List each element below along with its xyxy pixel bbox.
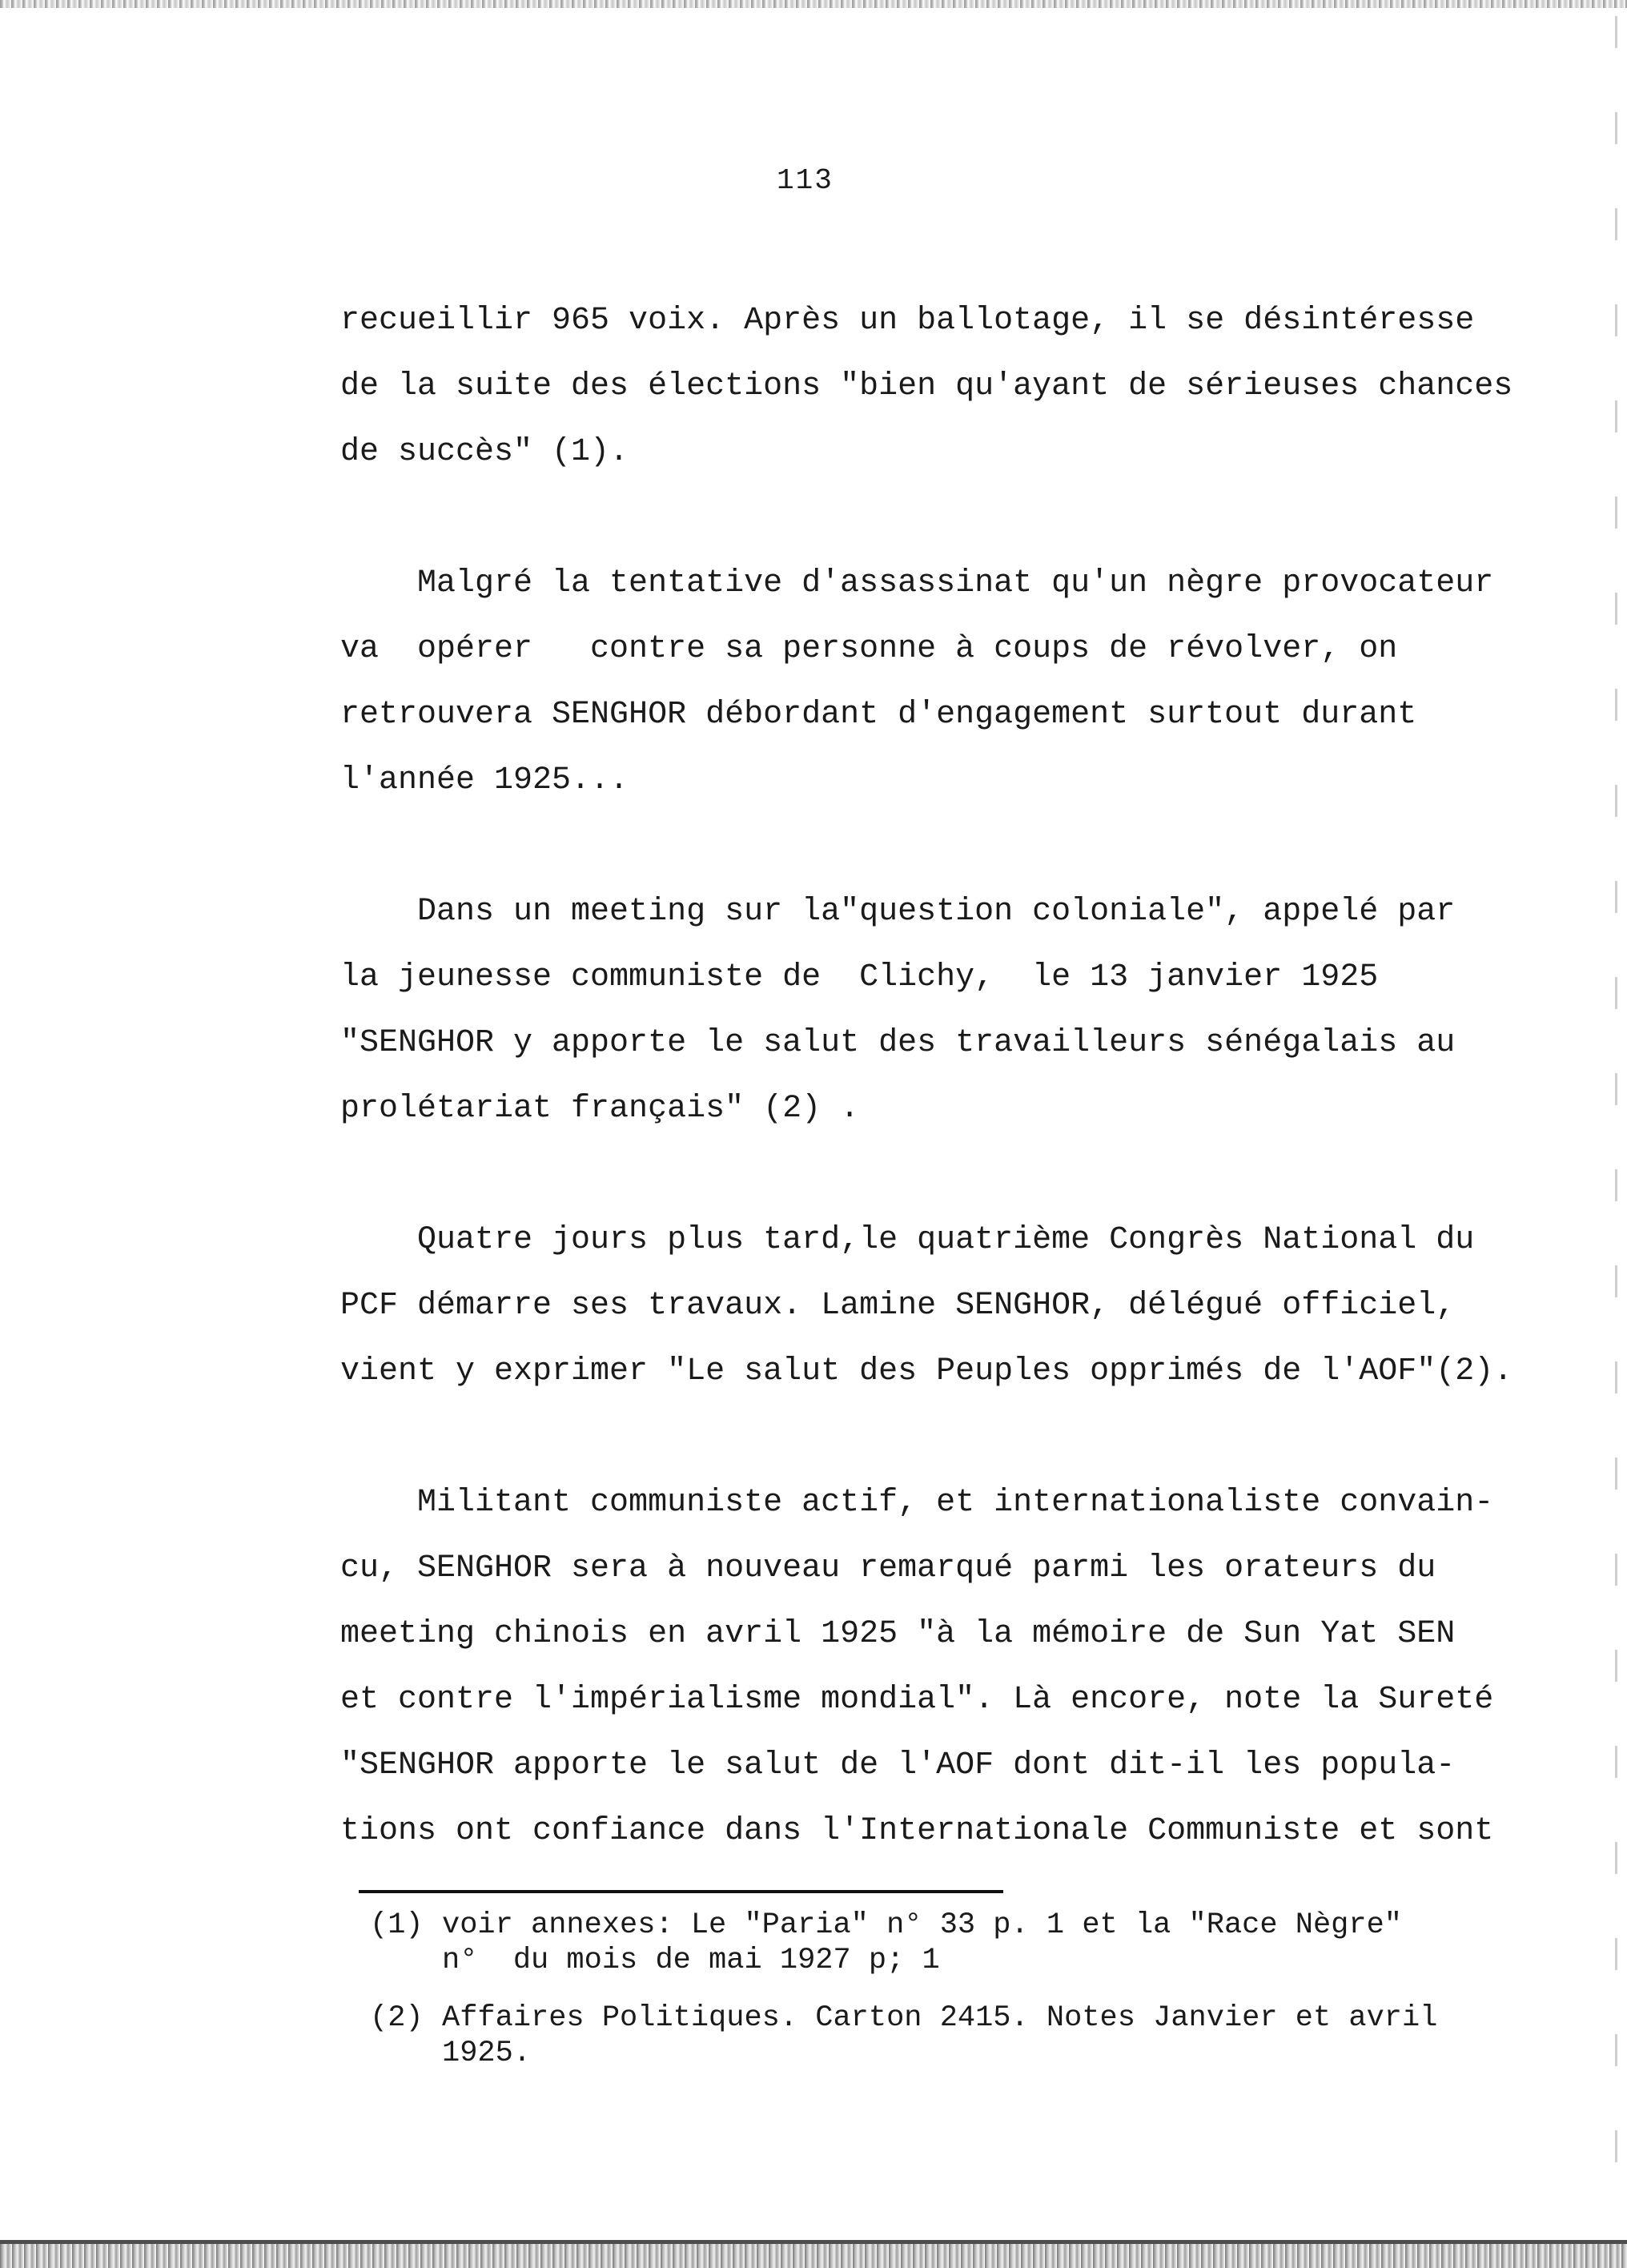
paragraph (340, 1208, 1573, 1405)
scan-edge-top (0, 0, 1627, 8)
footnote-line: Affaires Politiques. Carton 2415. Notes Janvier et avril (442, 2001, 1438, 2035)
footnote-line: 1925. (442, 2037, 532, 2070)
text-line: meeting chinois en avril 1925 "à la mémoire de Sun Yat SEN (340, 1616, 1456, 1652)
footnote-text (442, 1908, 1402, 1978)
paragraph (340, 879, 1573, 1142)
text-line: "SENGHOR y apporte le salut des travailleurs sénégalais au (340, 1025, 1456, 1061)
footnote-line: n° du mois de mai 1927 p; 1 (442, 1944, 940, 1977)
text-line: tions ont confiance dans l'Internationale Communiste et sont (340, 1813, 1494, 1849)
text-line: Militant communiste actif, et internationaliste convain- (340, 1485, 1494, 1521)
paragraph (340, 288, 1573, 485)
text-line: cu, SENGHOR sera à nouveau remarqué parmi les orateurs du (340, 1550, 1436, 1586)
text-line: de succès" (1). (340, 434, 629, 470)
text-line: Dans un meeting sur la"question coloniale", appelé par (340, 894, 1456, 930)
text-line: la jeunesse communiste de Clichy, le 13 janvier 1925 (340, 959, 1379, 995)
body-text (340, 288, 1573, 1930)
footnote-divider (359, 1890, 1003, 1893)
text-line: de la suite des élections "bien qu'ayant de sérieuses chances (340, 368, 1513, 404)
text-line: vient y exprimer "Le salut des Peuples opprimés de l'AOF"(2). (340, 1353, 1513, 1389)
page-number: 113 (777, 164, 834, 197)
paragraph (340, 1470, 1573, 1864)
text-line: et contre l'impérialisme mondial". Là encore, note la Sureté (340, 1682, 1494, 1718)
footnote-line: voir annexes: Le "Paria" n° 33 p. 1 et la "Race Nègre" (442, 1908, 1402, 1942)
text-line: recueillir 965 voix. Après un ballotage, il se désintéresse (340, 303, 1475, 339)
text-line: "SENGHOR apporte le salut de l'AOF dont dit-il les popula- (340, 1747, 1456, 1783)
text-line: PCF démarre ses travaux. Lamine SENGHOR, délégué officiel, (340, 1288, 1456, 1324)
text-line: l'année 1925... (340, 762, 629, 798)
text-line: Malgré la tentative d'assassinat qu'un nègre provocateur (340, 565, 1494, 601)
footnote (370, 2001, 1587, 2071)
footnote (370, 1908, 1587, 1978)
footnote-number: (2) (370, 2001, 424, 2035)
text-line: prolétariat français" (2) . (340, 1091, 860, 1127)
footnote-text (442, 2001, 1437, 2071)
paragraph (340, 551, 1573, 814)
text-line: Quatre jours plus tard,le quatrième Congrès National du (340, 1222, 1475, 1258)
footnote-number: (1) (370, 1908, 424, 1942)
text-line: retrouvera SENGHOR débordant d'engagement surtout durant (340, 697, 1417, 733)
footnotes (370, 1908, 1587, 2093)
scan-edge-right (1615, 16, 1617, 2178)
text-line: va opérer contre sa personne à coups de révolver, on (340, 631, 1398, 667)
scan-edge-bottom (0, 2240, 1627, 2268)
